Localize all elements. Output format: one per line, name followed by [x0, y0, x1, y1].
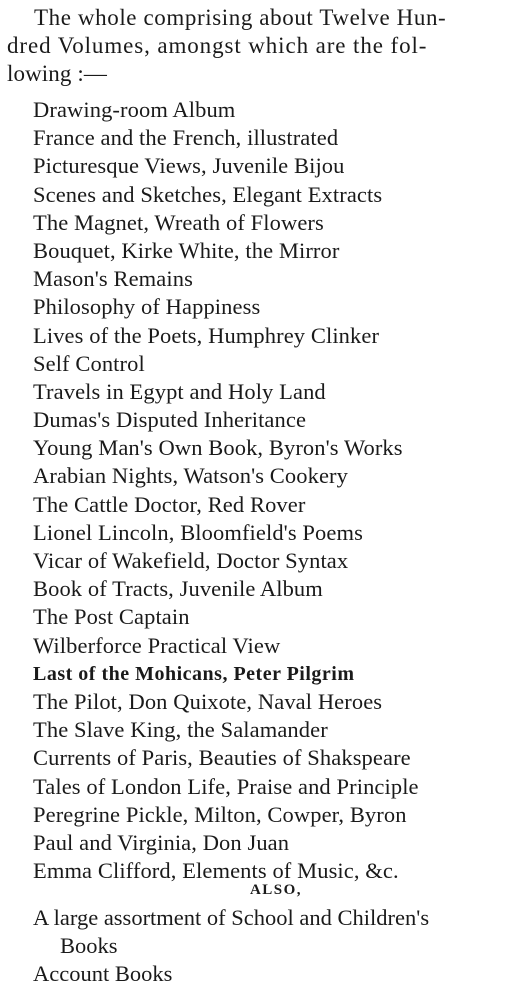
book-title: Peregrine Pickle, Milton, Cowper, Byron [33, 801, 407, 827]
book-title: Self Control [33, 350, 145, 376]
book-title: Lives of the Poets, Humphrey Clinker [33, 322, 380, 348]
book-title: Young Man's Own Book, Byron's Works [33, 435, 403, 461]
book-title: Arabian Nights, Watson's Cookery [33, 463, 348, 489]
additional-item-continuation: Books [60, 933, 118, 958]
book-title: The Slave King, the Salamander [33, 717, 328, 743]
intro-line-1: The whole comprising about Twelve Hun- [34, 5, 447, 30]
book-title: Picturesque Views, Juvenile Bijou [33, 153, 345, 179]
additional-item-line: A large assortment of School and Children's [33, 905, 430, 930]
book-title: Mason's Remains [33, 266, 193, 292]
book-title: Lionel Lincoln, Bloomfield's Poems [33, 519, 363, 545]
book-title: Last of the Mohicans, Peter Pilgrim [33, 662, 355, 685]
book-title: Currents of Paris, Beauties of Shakspeare [33, 745, 411, 771]
book-title: Bouquet, Kirke White, the Mirror [33, 237, 340, 263]
book-title: Vicar of Wakefield, Doctor Syntax [33, 548, 349, 573]
book-title: Paul and Virginia, Don Juan [33, 829, 290, 855]
book-title: Emma Clifford, Elements of Music, &c. [33, 858, 399, 884]
book-title: Tales of London Life, Praise and Principle [33, 773, 419, 799]
intro-paragraph [7, 4, 517, 88]
book-title: France and the French, illustrated [33, 125, 339, 151]
additional-item [33, 904, 522, 960]
book-title: Scenes and Sketches, Elegant Extracts [33, 181, 383, 207]
book-title: Wilberforce Practical View [33, 632, 281, 658]
book-title: Book of Tracts, Juvenile Album [33, 576, 323, 602]
book-title: Drawing-room Album [33, 97, 236, 122]
book-title: Dumas's Disputed Inheritance [33, 407, 307, 433]
book-title-list [33, 96, 518, 885]
intro-line-3: lowing :— [7, 61, 107, 86]
additional-items-list [33, 904, 522, 988]
book-title: Travels in Egypt and Holy Land [33, 378, 326, 404]
book-title: The Post Captain [33, 604, 190, 630]
book-title: Philosophy of Happiness [33, 294, 261, 320]
additional-item: Account Books [33, 961, 173, 986]
book-title: The Pilot, Don Quixote, Naval Heroes [33, 688, 383, 714]
intro-line-2: dred Volumes, amongst which are the fol- [7, 33, 428, 58]
also-heading: ALSO, [249, 882, 303, 898]
book-title: The Magnet, Wreath of Flowers [33, 209, 324, 235]
book-title: The Cattle Doctor, Red Rover [33, 491, 306, 517]
